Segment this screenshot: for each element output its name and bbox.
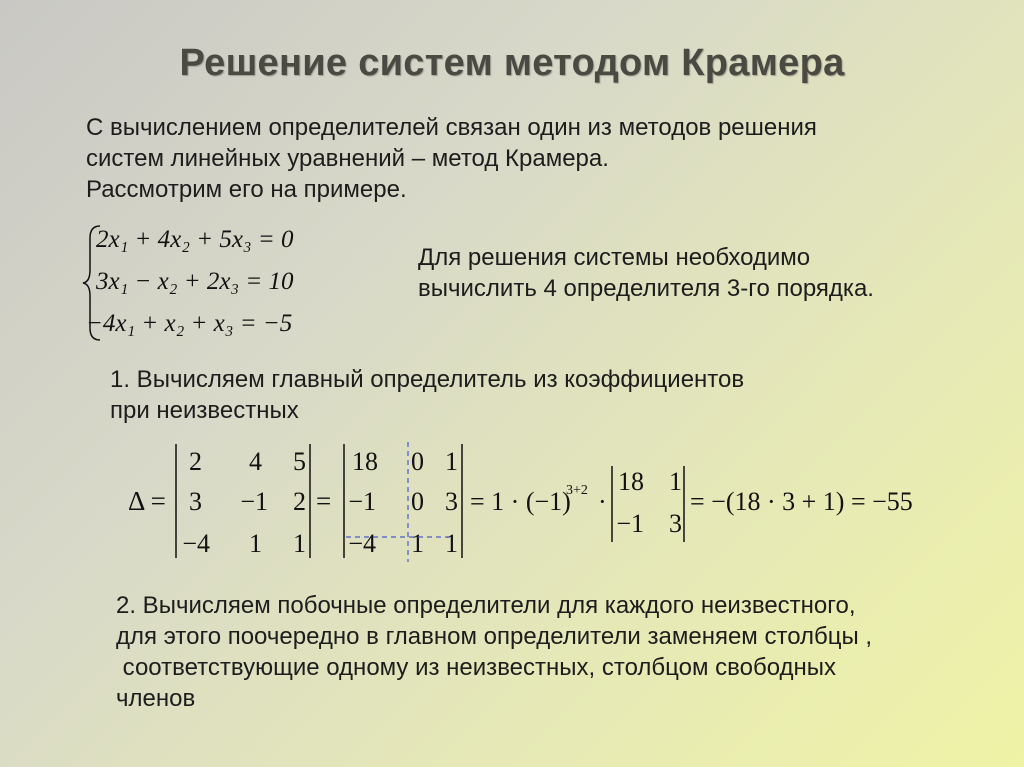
note-line-1: Для решения системы необходимо xyxy=(418,244,811,271)
m1-r1c2: 4 xyxy=(249,447,262,476)
m3-r2c1: −1 xyxy=(616,509,644,538)
delta-symbol: Δ = xyxy=(128,486,166,516)
equation-system xyxy=(82,222,342,344)
intro-line-1: С вычислением определителей связан один из методов решения xyxy=(86,114,817,141)
m2-r3c1: −4 xyxy=(348,529,376,558)
m2-r1c3: 1 xyxy=(445,447,458,476)
intro-line-2: систем линейных уравнений – метод Крамера. xyxy=(86,145,609,172)
m1-r1c3: 5 xyxy=(293,447,306,476)
m1-r1c1: 2 xyxy=(189,447,202,476)
m2-r2c2: 0 xyxy=(411,487,424,516)
note-line-2: вычислить 4 определителя 3-го порядка. xyxy=(418,275,874,302)
determinant-formula xyxy=(0,430,1024,570)
m3-r1c1: 18 xyxy=(618,467,644,496)
multiplication-dot: · xyxy=(598,487,607,516)
m3-r1c2: 1 xyxy=(669,467,682,496)
m1-r3c2: 1 xyxy=(249,529,262,558)
m1-r3c3: 1 xyxy=(293,529,306,558)
step-2-text xyxy=(116,590,872,714)
intro-line-3: Рассмотрим его на примере. xyxy=(86,176,407,203)
m1-r3c1: −4 xyxy=(182,529,210,558)
step-1-line-2: при неизвестных xyxy=(110,397,299,424)
step-2-line-2: для этого поочередно в главном определители заменяем столбцы , xyxy=(116,623,873,650)
m1-r2c3: 2 xyxy=(293,487,306,516)
m2-r3c2: 1 xyxy=(411,529,424,558)
equation-3: −4x₁ + x₂ + x₃ = −5 xyxy=(86,310,293,337)
equals-1: = xyxy=(316,486,332,516)
expansion-exponent: 3+2 xyxy=(566,483,588,498)
equation-2: 3x₁ − x₂ + 2x₃ = 10 xyxy=(96,268,294,295)
step-1-line-1: 1. Вычисляем главный определитель из коэффициентов xyxy=(110,366,745,393)
slide-title: Решение систем методом Крамера xyxy=(179,42,845,84)
m2-r3c3: 1 xyxy=(445,529,458,558)
equation-1: 2x₁ + 4x₂ + 5x₃ = 0 xyxy=(96,226,294,253)
m2-r2c1: −1 xyxy=(348,487,376,516)
m2-r1c2: 0 xyxy=(411,447,424,476)
m2-r2c3: 3 xyxy=(445,487,458,516)
step-1-text xyxy=(110,364,744,426)
expansion-factor: = 1 · (−1) xyxy=(470,487,571,516)
m3-r2c2: 3 xyxy=(669,509,682,538)
m1-r2c2: −1 xyxy=(240,487,268,516)
intro-text xyxy=(86,112,817,205)
step-2-line-1: 2. Вычисляем побочные определители для каждого неизвестного, xyxy=(116,592,856,619)
m1-r2c1: 3 xyxy=(189,487,202,516)
final-result: = −(18 · 3 + 1) = −55 xyxy=(690,487,913,516)
m2-r1c1: 18 xyxy=(352,447,378,476)
note-text xyxy=(418,242,874,304)
step-2-line-3: соответствующие одному из неизвестных, столбцом свободных xyxy=(116,654,837,681)
step-2-line-4: членов xyxy=(116,685,196,712)
